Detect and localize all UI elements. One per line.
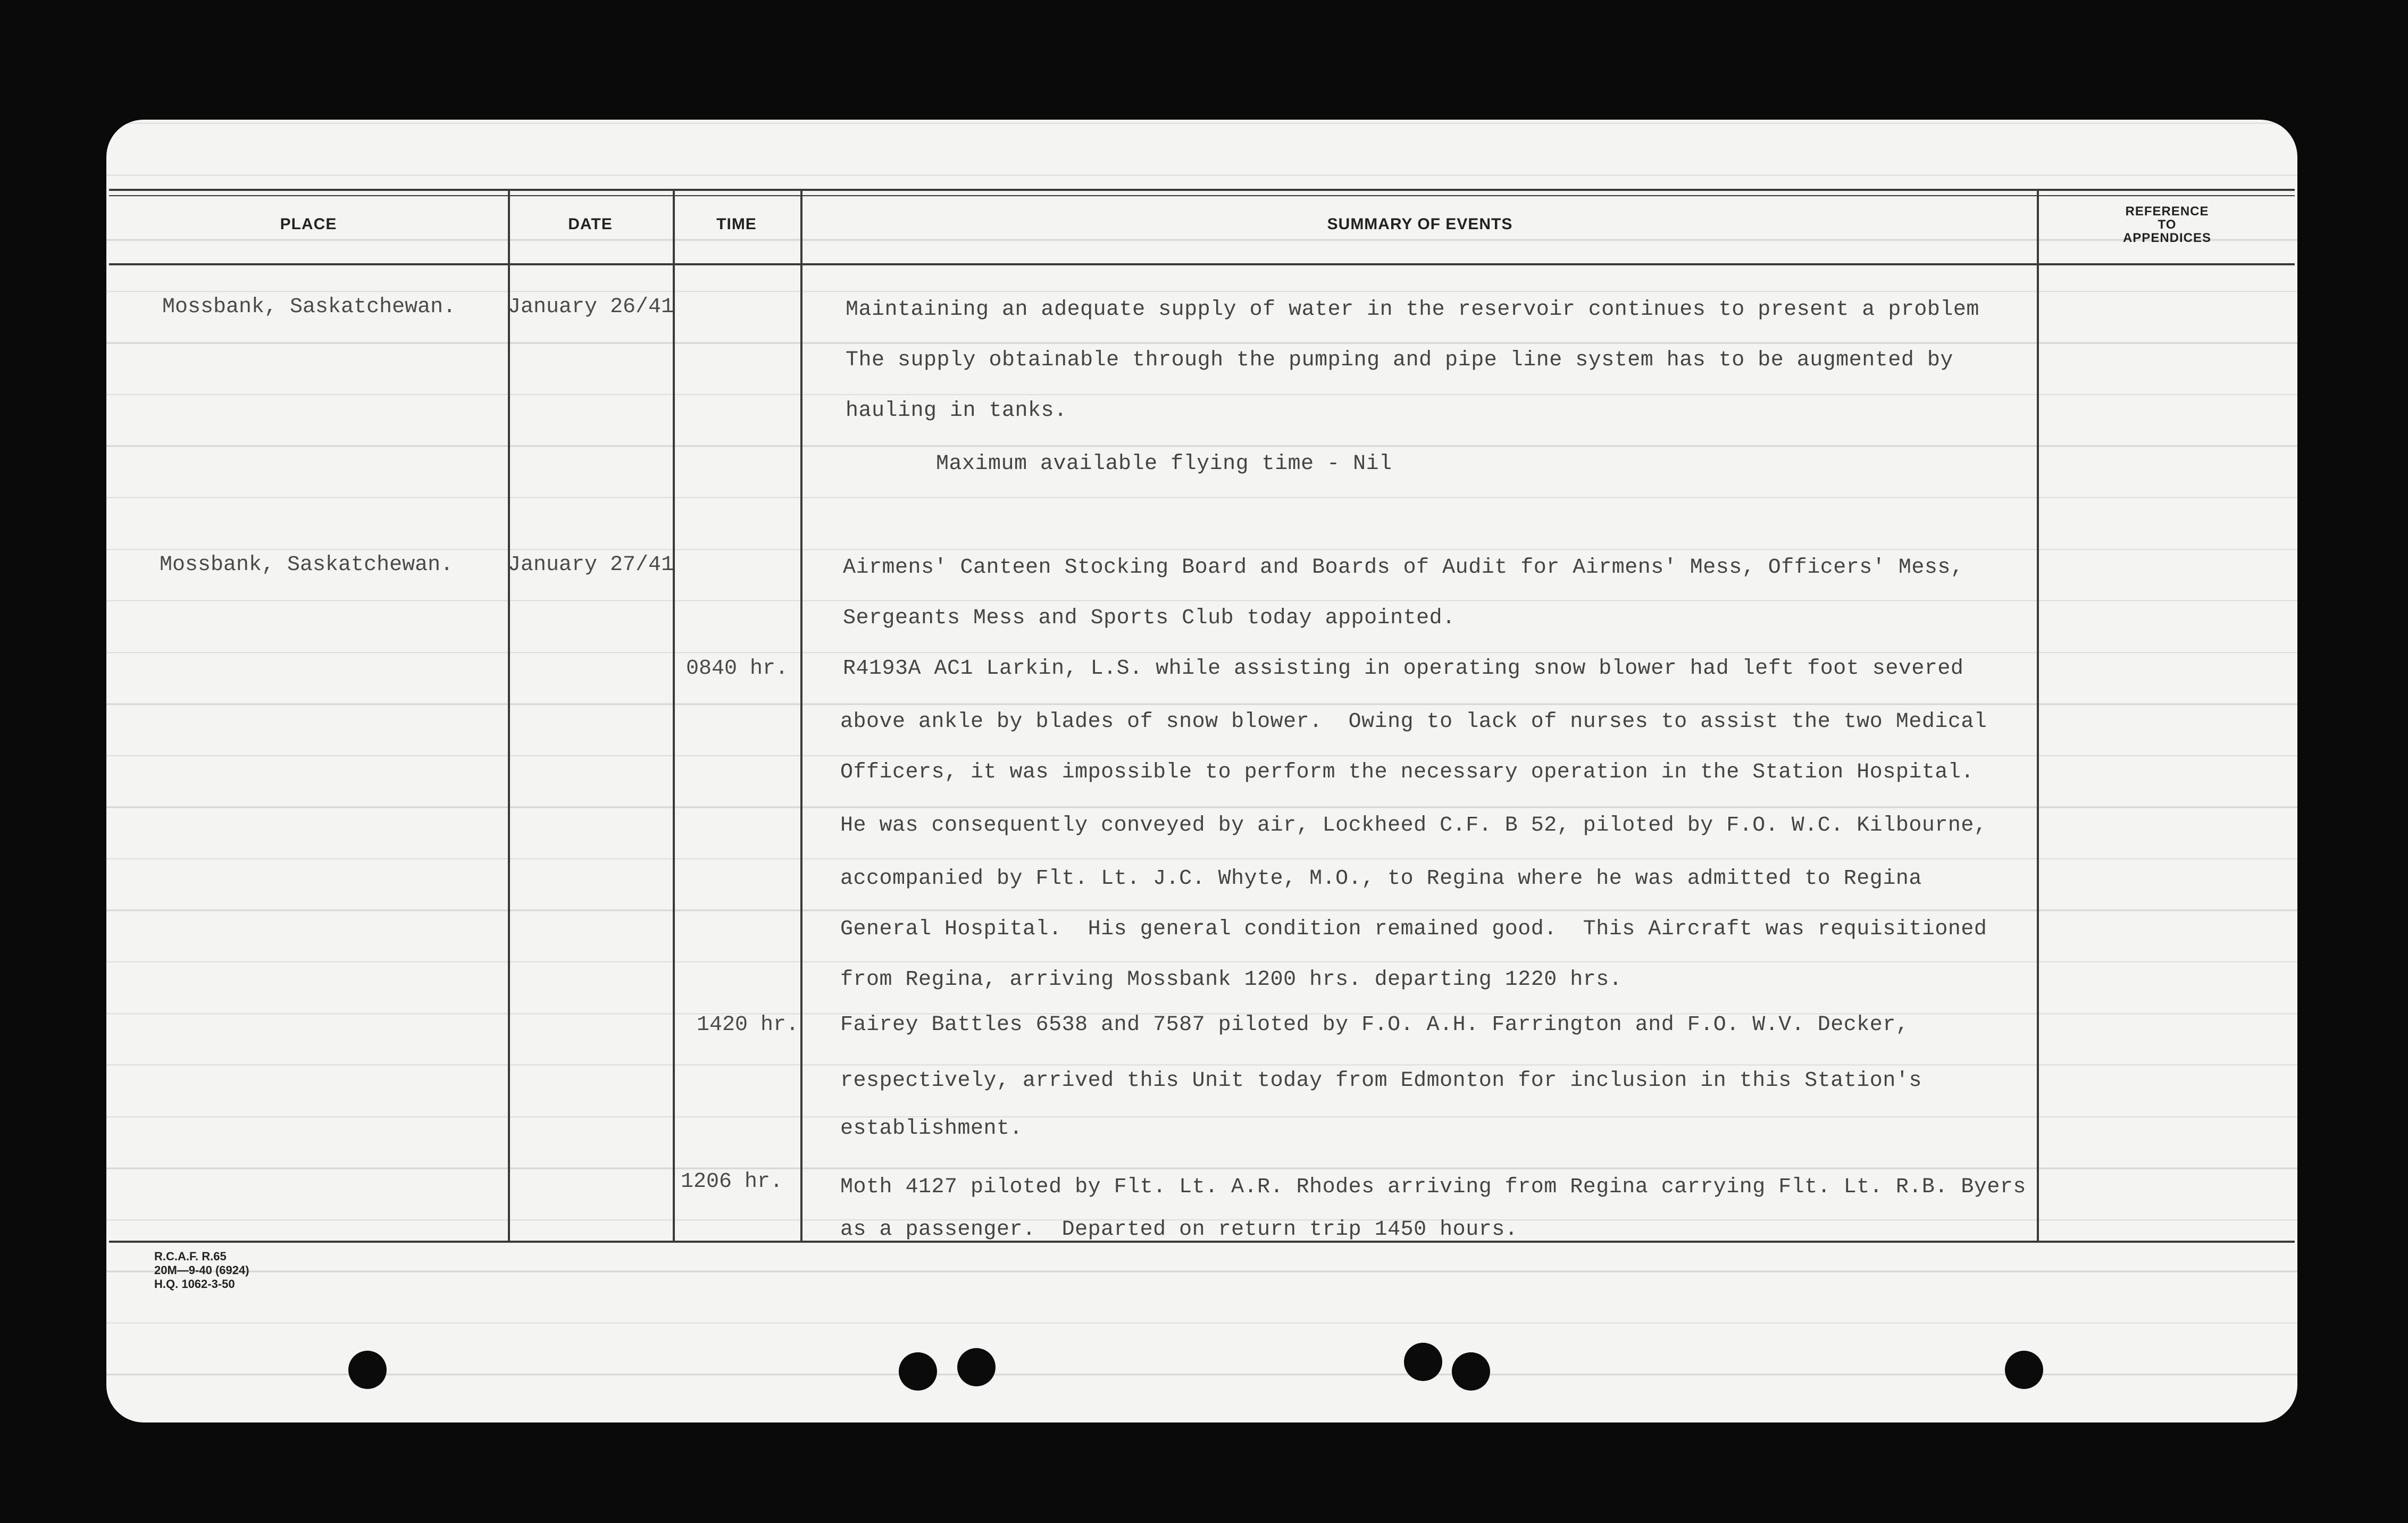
summary-line: as a passenger. Departed on return trip 1450 hours.: [840, 1218, 1518, 1242]
summary-line: The supply obtainable through the pumping and pipe line system has to be augmented by: [846, 348, 1953, 372]
summary-line: Officers, it was impossible to perform the necessary operation in the Station Hospital.: [840, 760, 1974, 784]
summary-line: accompanied by Flt. Lt. J.C. Whyte, M.O., to Regina where he was admitted to Regina: [840, 867, 1922, 891]
summary-line: Airmens' Canteen Stocking Board and Boards of Audit for Airmens' Mess, Officers' Mess,: [843, 556, 1964, 580]
form-identifier: [154, 1250, 249, 1291]
time-summary-divider: [800, 190, 802, 1242]
reference-header-line3: APPENDICES: [2122, 231, 2212, 245]
place-entry-1: Mossbank, Saskatchewan.: [162, 295, 456, 319]
reference-header-line2: TO: [2158, 217, 2177, 232]
summary-line: R4193A AC1 Larkin, L.S. while assisting in operating snow blower had left foot severed: [843, 657, 1964, 681]
place-entry-2: Mossbank, Saskatchewan.: [160, 553, 454, 577]
date-time-divider: [673, 190, 675, 1242]
summary-line: hauling in tanks.: [846, 399, 1067, 423]
summary-reference-divider: [2037, 190, 2039, 1242]
date-entry-2: January 27/41: [508, 553, 674, 577]
summary-line: establishment.: [840, 1117, 1023, 1141]
summary-line: General Hospital. His general condition remained good. This Aircraft was requisitioned: [840, 917, 1987, 941]
diary-form-sheet: [106, 120, 2297, 1422]
top-rule-thin: [109, 195, 2295, 196]
reference-header-line1: REFERENCE: [2125, 204, 2209, 219]
form-id-line2: 20M—9-40 (6924): [154, 1263, 249, 1277]
summary-line: He was consequently conveyed by air, Lockheed C.F. B 52, piloted by F.O. W.C. Kilbourne,: [840, 814, 1987, 838]
date-entry-1: January 26/41: [508, 295, 674, 319]
place-date-divider: [508, 190, 510, 1242]
time-entry-1206: 1206 hr.: [681, 1170, 783, 1194]
summary-header: SUMMARY OF EVENTS: [1327, 215, 1513, 233]
summary-line: Sergeants Mess and Sports Club today appointed.: [843, 606, 1456, 630]
date-header: DATE: [568, 215, 613, 233]
header-rule: [109, 263, 2295, 265]
punch-hole: [957, 1348, 996, 1386]
summary-line: respectively, arrived this Unit today from Edmonton for inclusion in this Station's: [840, 1069, 1922, 1093]
summary-line: from Regina, arriving Mossbank 1200 hrs. departing 1220 hrs.: [840, 968, 1623, 992]
form-id-line1: R.C.A.F. R.65: [154, 1250, 227, 1263]
summary-line: Maximum available flying time - Nil: [936, 452, 1392, 476]
punch-hole: [1404, 1343, 1442, 1381]
summary-line: Fairey Battles 6538 and 7587 piloted by F.O. A.H. Farrington and F.O. W.V. Decker,: [840, 1013, 1909, 1037]
time-entry-1420: 1420 hr.: [697, 1013, 799, 1037]
punch-hole: [348, 1351, 387, 1389]
punch-hole: [899, 1352, 937, 1391]
place-header: PLACE: [280, 215, 337, 233]
form-id-line3: H.Q. 1062-3-50: [154, 1277, 235, 1291]
time-header: TIME: [716, 215, 757, 233]
punch-hole: [1452, 1352, 1490, 1391]
summary-line: Maintaining an adequate supply of water in the reservoir continues to present a problem: [846, 298, 1979, 322]
time-entry-0840: 0840 hr.: [686, 657, 789, 681]
reference-header: [2042, 205, 2292, 245]
summary-line: above ankle by blades of snow blower. Owing to lack of nurses to assist the two Medical: [840, 710, 1987, 734]
summary-line: Moth 4127 piloted by Flt. Lt. A.R. Rhodes arriving from Regina carrying Flt. Lt. R.B. Byers: [840, 1175, 2026, 1199]
punch-hole: [2005, 1351, 2043, 1389]
top-rule: [109, 189, 2295, 191]
